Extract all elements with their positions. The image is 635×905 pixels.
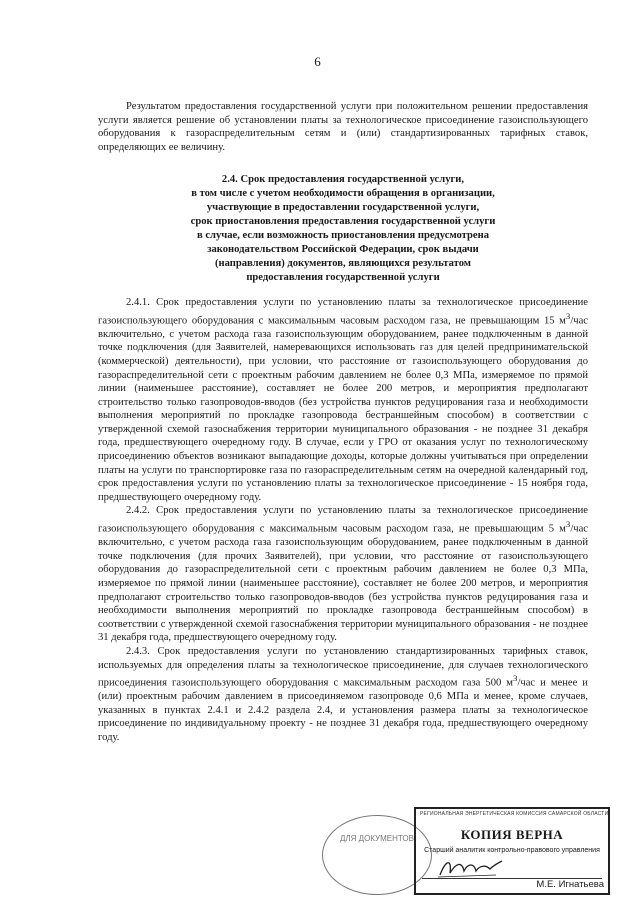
clause-text: /час включительно, с учетом расхода газа газоиспользующим оборудованием, ранее подключенным в данной точке подключения (для прочих Заявителей), при условии, что расстояние от газоиспользующего оборудования до газораспределительной сети с проектным рабочим давлением не более 0,3 МПа, измеряемое по прямой линии (наименьшее расстояние), составляет не более 200 метров, и мероприятия предполагают строительство только газопроводов-вводов (без устройства пунктов редуцирования газа и необходимости выполнения мероприятий по прокладке газопровода бестраншейным способом) в соответствии с утвержденной схемой газоснабжения территории муниципального образования - не позднее 31 декабря года, предшествующего очередному году. <box>98 523 588 644</box>
heading-line: (направления) документов, являющихся результатом <box>214 258 472 269</box>
heading-line: участвующие в предоставлении государственной услуги, <box>206 202 480 213</box>
clause-2-4-1 <box>98 296 588 504</box>
certification-stamp <box>322 805 612 900</box>
superscript: 3 <box>565 310 571 321</box>
round-seal: ДЛЯ ДОКУМЕНТОВ <box>322 815 432 895</box>
heading-line: 2.4. Срок предоставления государственной услуги, <box>221 174 465 185</box>
stamp-signer-name: М.Е. Игнатьева <box>536 879 604 890</box>
clause-text: /час и менее и (или) проектным рабочим давлением в присоединяемом газопроводе 0,6 МПа и менее, кроме случаев, указанных в пунктах 2.4.1 и 2.4.2 раздела 2.4, и установления размера платы за технологическое присоединение по индивидуальному проекту - не позднее 31 декабря года, предшествующего очередному году. <box>98 677 588 743</box>
heading-line: в том числе с учетом необходимости обращения в организации, <box>191 188 495 199</box>
superscript: 3 <box>513 673 518 684</box>
superscript: 3 <box>565 519 571 530</box>
clause-2-4-3 <box>98 645 588 745</box>
clause-2-4-2 <box>98 504 588 644</box>
clause-text: 2.4.2. Срок предоставления услуги по установлению платы за технологическое присоединение газоиспользующего оборудования с максимальным часовым расходом газа, не превышающим 5 м <box>98 505 588 535</box>
clause-text: 2.4.1. Срок предоставления услуги по установлению платы за технологическое присоединение газоиспользующего оборудования с максимальным часовым расходом газа, не превышающим 15 м <box>98 297 588 327</box>
clauses-block <box>98 296 588 745</box>
stamp-organization: РЕГИОНАЛЬНАЯ ЭНЕРГЕТИЧЕСКАЯ КОМИССИЯ САМАРСКОЙ ОБЛАСТИ <box>420 811 608 817</box>
section-heading <box>148 173 538 285</box>
page-number: 6 <box>314 54 321 69</box>
heading-line: срок приостановления предоставления государственной услуги <box>190 216 496 227</box>
heading-line: в случае, если возможность приостановления предусмотрена <box>196 230 490 241</box>
intro-paragraph: Результатом предоставления государственной услуги при положительном решении предоставления услуги является решение об установлении платы за технологическое присоединение газоиспользующего оборудования к газораспределительным сетям и (или) стандартизированных тарифных ставок, определяющих ее величину. <box>98 101 588 153</box>
stamp-position: Старший аналитик контрольно-правового управления <box>424 847 600 854</box>
stamp-title: КОПИЯ ВЕРНА <box>460 827 564 842</box>
heading-line: законодательством Российской Федерации, срок выдачи <box>207 244 479 255</box>
copy-stamp-box <box>414 807 610 895</box>
clause-text: 2.4.3. Срок предоставления услуги по установлению стандартизированных тарифных ставок, используемых для определения платы за технологическое присоединение, для случаев технологического присоединения газоиспользующего оборудования с максимальным расходом газа 500 м <box>98 645 588 689</box>
heading-line: предоставления государственной услуги <box>246 272 440 283</box>
handwritten-signature <box>436 855 506 881</box>
clause-text: /час включительно, с учетом расхода газа газоиспользующим оборудованием, ранее подключенным в данной точке подключения (для Заявителей, намеревающихся использовать газ для целей предпринимательской (коммерческой) деятельности), при условии, что расстояние от газоиспользующего оборудования до газораспределительной сети с проектным рабочим давлением не более 0,3 МПа, измеряемое по прямой линии (наименьшее расстояние), составляет не более 200 метров, и мероприятия предполагают строительство только газопроводов-вводов (без устройства пунктов редуцирования газа и необходимости выполнения мероприятий по прокладке газопровода бестраншейным способом) в соответствии с утвержденной схемой газоснабжения территории муниципального образования - не позднее 31 декабря года, предшествующего очередному году. В случае, если у ГРО от оказания услуг по технологическому присоединению объектов возникают выпадающие доходы, которые должны учитываться при определении платы на услуги по транспортировке газа по газораспределительным сетям на очередной календарный год, срок предоставления услуги по установлению платы за технологическое присоединение - 15 ноября года, предшествующего очередному году. <box>98 315 588 503</box>
